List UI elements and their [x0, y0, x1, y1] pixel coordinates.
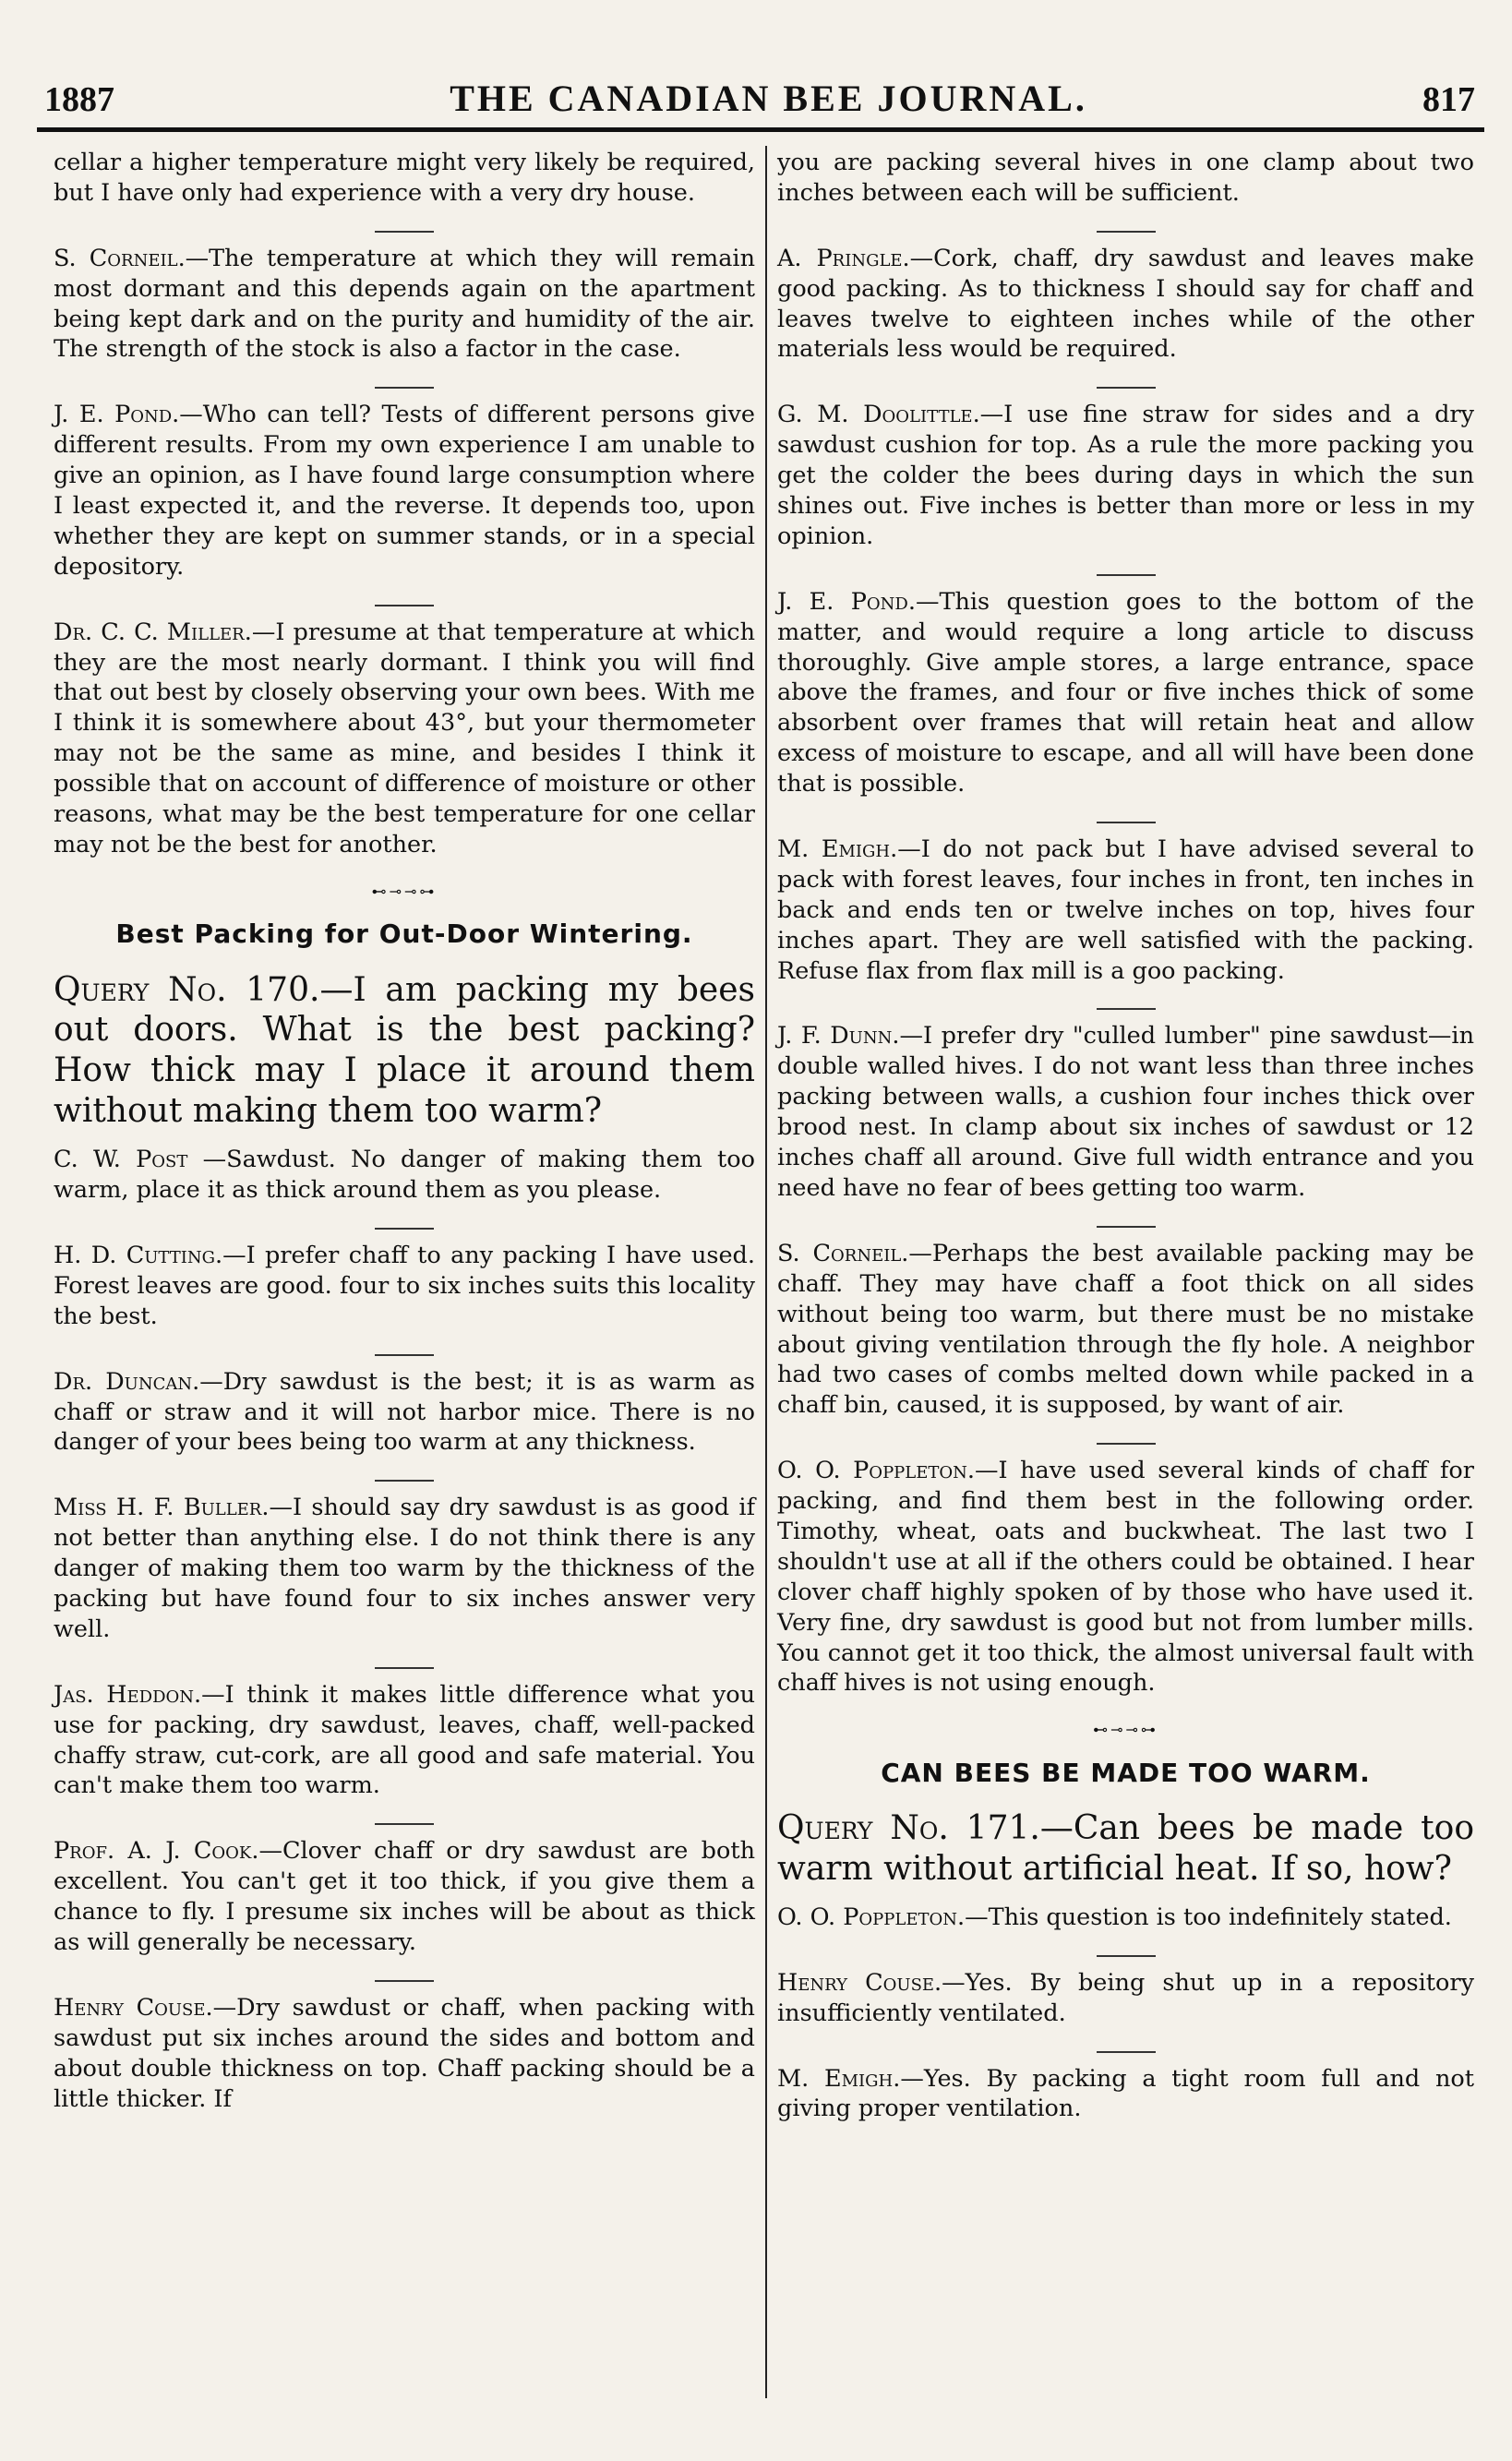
- separator: [375, 1480, 434, 1482]
- answer-text: —Dry sawdust is the best; it is as warm as chaff or straw and it will not harbor mice. There is no danger of your bees being too warm at any thickness.: [54, 1367, 755, 1457]
- separator: [375, 1354, 434, 1356]
- separator: [375, 1823, 434, 1825]
- right-column: [777, 148, 1474, 2146]
- answer-text: —This question goes to the bottom of the matter, and would require a long article to discuss thoroughly. Give ample stores, a large entrance, space above the frames, and four or five inches thick of some absorbent over frames that will retain heat and allow excess of moisture to escape, and all will have been done that is possible.: [777, 587, 1475, 798]
- answer-text: —I use fine straw for sides and a dry sawdust cushion for top. As a rule the more packing you get the colder the bees during days in which the sun shines out. Five inches is better than more or less in my opinion.: [777, 401, 1474, 550]
- answer-duncan: [54, 1367, 755, 1459]
- answer-corneil-2: [777, 1239, 1474, 1421]
- separator: [1097, 1226, 1156, 1228]
- answer-dunn: [777, 1021, 1474, 1203]
- respondent-name: J. E. Pond.: [777, 587, 916, 616]
- answer-text: —Clover chaff or dry sawdust are both excellent. You can't get it too thick, if you give them a chance to fly. I presume six inches will be about as thick as will generally be necessary.: [54, 1837, 755, 1956]
- paragraph-cellar: [54, 148, 755, 209]
- answer-text: —Yes. By being shut up in a repository insufficiently ventilated.: [777, 1968, 1474, 2027]
- separator: [375, 605, 434, 606]
- separator: [375, 1667, 434, 1669]
- answer-heddon: [54, 1680, 755, 1802]
- section-title: Best Packing for Out-Door Wintering.: [115, 918, 693, 950]
- respondent-name: S. Corneil.: [777, 1239, 909, 1267]
- answer-poppleton-2: [777, 1903, 1474, 1933]
- respondent-name: M. Emigh.: [777, 835, 898, 864]
- answer-buller: [54, 1493, 755, 1644]
- answer-text: —Cork, chaff, dry sawdust and leaves make good packing. As to thickness I should say for chaff and leaves twelve to eighteen inches while of the other materials less would be required.: [777, 244, 1474, 364]
- separator: [375, 1228, 434, 1230]
- page-year: 1887: [44, 80, 114, 119]
- respondent-name: Prof. A. J. Cook.: [54, 1837, 259, 1866]
- respondent-name: Henry Couse.: [777, 1968, 942, 1997]
- respondent-name: Dr. Duncan.: [54, 1367, 200, 1396]
- answer-text: —I prefer chaff to any packing I have used. Forest leaves are good. four to six inches suits this locality the best.: [54, 1241, 755, 1330]
- paragraph-continued: [777, 148, 1474, 209]
- respondent-name: H. D. Cutting.: [54, 1241, 223, 1269]
- respondent-name: M. Emigh.: [777, 2064, 901, 2093]
- separator: [375, 1980, 434, 1982]
- answer-cook: [54, 1836, 755, 1958]
- answer-pringle: [777, 244, 1474, 366]
- answer-text: —Perhaps the best available packing may be chaff. They may have chaff a foot thick on all sides without being too warm, but there must be no mistake about giving ventilation through the fly hole. A neighbor had two cases of combs melted down while packed in a chaff bin, caused, it is supposed, by want of air.: [777, 1239, 1475, 1420]
- query-label: Query No. 170.: [54, 970, 320, 1009]
- answer-pond: [54, 400, 755, 582]
- respondent-name: Jas. Heddon.: [54, 1680, 202, 1709]
- answer-emigh: [777, 834, 1474, 986]
- answer-corneil: [54, 244, 755, 366]
- respondent-name: S. Corneil.: [54, 244, 186, 272]
- answer-text: —I think it makes little difference what you use for packing, dry sawdust, leaves, chaff, well-packed chaffy straw, cut-cork, are all good and safe material. You can't make them too warm.: [54, 1680, 755, 1800]
- answer-emigh-2: [777, 2064, 1474, 2125]
- ornament-divider: ⊷⊸⊸⊶: [1093, 1721, 1158, 1739]
- respondent-name: O. O. Poppleton.: [777, 1903, 966, 1931]
- answer-couse-2: [777, 1968, 1474, 2029]
- answer-text: —I do not pack but I have advised several to pack with forest leaves, four inches in front, ten inches in back and ends ten or twelve inches on top, hives four inches apart. They are well satisfied with the packing. Refuse flax from flax mill is a goo packing.: [777, 835, 1474, 985]
- section-title: CAN BEES BE MADE TOO WARM.: [881, 1757, 1371, 1788]
- answer-text: —Sawdust. No danger of making them too warm, place it as thick around them as you please.: [54, 1146, 755, 1205]
- answer-text: —I prefer dry "culled lumber" pine sawdust—in double walled hives. I do not want less than three inches packing between walls, a cushion four inches thick over brood nest. In clamp about six inches of sawdust or 12 inches chaff all around. Give full width entrance and you need have no fear of bees getting too warm.: [777, 1022, 1475, 1202]
- separator: [375, 231, 434, 233]
- separator: [1097, 231, 1156, 233]
- query-text: —I am packing my bees out doors. What is the best packing? How thick may I place it around them without making them too warm?: [54, 970, 755, 1131]
- respondent-name: G. M. Doolittle.: [777, 401, 980, 429]
- respondent-name: Miss H. F. Buller.: [54, 1494, 270, 1522]
- answer-text: —The temperature at which they will remain most dormant and this depends again on the apartment being kept dark and on the purity and humidity of the air. The strength of the stock is also a factor in the case.: [54, 244, 755, 364]
- respondent-name: A. Pringle.: [777, 244, 910, 272]
- left-column: [54, 148, 755, 2136]
- answer-post: [54, 1145, 755, 1206]
- answer-miller: [54, 618, 755, 860]
- answer-cutting: [54, 1241, 755, 1332]
- answer-couse: [54, 1993, 755, 2115]
- answer-doolittle: [777, 400, 1474, 551]
- query-label: Query No. 171.: [777, 1809, 1040, 1848]
- respondent-name: O. O. Poppleton.: [777, 1457, 975, 1485]
- query-171: [777, 1808, 1474, 1890]
- answer-pond-2: [777, 587, 1474, 799]
- answer-text: —Yes. By packing a tight room full and not giving proper ventilation.: [777, 2064, 1474, 2123]
- page-number: 817: [1422, 80, 1475, 119]
- paragraph-text: you are packing several hives in one clamp about two inches between each will be sufficient.: [777, 149, 1474, 207]
- answer-text: —Dry sawdust or chaff, when packing with sawdust put six inches around the sides and bottom and about double thickness on top. Chaff packing should be a little thicker. If: [54, 1993, 755, 2113]
- answer-text: —I have used several kinds of chaff for packing, and find them best in the following order. Timothy, wheat, oats and buckwheat. The last two I shouldn't use at all if the others could be obtained. I hear clover chaff highly spoken of by those who have used it. Very fine, dry sawdust is good but not from lumber mills. You cannot get it too thick, the almost universal fault with chaff hives is not using enough.: [777, 1457, 1474, 1698]
- separator: [1097, 387, 1156, 389]
- answer-poppleton: [777, 1456, 1474, 1699]
- separator: [1097, 1955, 1156, 1957]
- separator: [1097, 1443, 1156, 1445]
- column-divider: [765, 146, 767, 2398]
- separator: [1097, 2051, 1156, 2053]
- answer-text: —This question is too indefinitely stated.: [965, 1903, 1452, 1931]
- separator: [1097, 574, 1156, 576]
- answer-text: —I presume at that temperature at which they are the most nearly dormant. I think you will find that out best by closely observing your own bees. With me I think it is somewhere about 43°, but your thermometer may not be the same as mine, and besides I think it possible that on account of difference of moisture or other reasons, what may be the best temperature for one cellar may not be the best for another.: [54, 618, 755, 858]
- respondent-name: J. E. Pond.: [54, 401, 180, 429]
- query-170: [54, 970, 755, 1133]
- paragraph-text: cellar a higher temperature might very likely be required, but I have only had experience with a very dry house.: [54, 149, 755, 207]
- respondent-name: J. F. Dunn.: [777, 1022, 900, 1050]
- ornament-divider: ⊷⊸⊸⊶: [371, 882, 438, 900]
- separator: [375, 387, 434, 389]
- respondent-name: C. W. Post: [54, 1146, 188, 1174]
- header-rule: [37, 127, 1484, 132]
- journal-title: THE CANADIAN BEE JOURNAL.: [450, 78, 1087, 119]
- query-text: —Can bees be made too warm without artificial heat. If so, how?: [777, 1809, 1474, 1888]
- separator: [1097, 1008, 1156, 1010]
- page-header: [44, 65, 1475, 120]
- respondent-name: Dr. C. C. Miller.: [54, 618, 252, 646]
- answer-text: —Who can tell? Tests of different persons give different results. From my own experience I am unable to give an opinion, as I have found large consumption where I least expected it, and the reverse. It depends too, upon whether they are kept on summer stands, or in a special depository.: [54, 401, 755, 581]
- respondent-name: Henry Couse.: [54, 1993, 213, 2022]
- separator: [1097, 822, 1156, 823]
- answer-text: —I should say dry sawdust is as good if not better than anything else. I do not think there is any danger of making them too warm by the thickness of the packing but have found four to six inches answer very well.: [54, 1494, 756, 1643]
